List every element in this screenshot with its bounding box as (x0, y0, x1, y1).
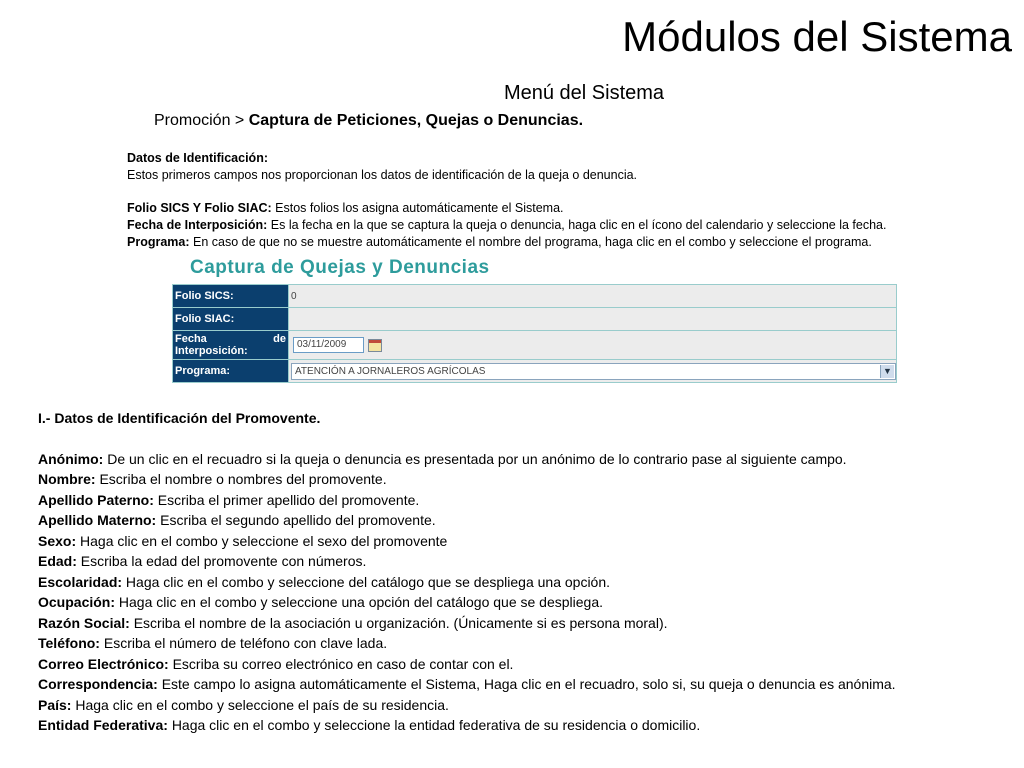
promovente-item (38, 613, 896, 634)
folio-sics-label: Folio SICS: (173, 285, 289, 308)
promovente-heading: I.- Datos de Identificación del Promovente. (38, 410, 321, 426)
chevron-down-icon[interactable]: ▼ (880, 365, 894, 378)
breadcrumb-current: Captura de Peticiones, Quejas o Denuncias. (248, 112, 584, 129)
field-help-text: En caso de que no se muestre automáticamente el nombre del programa, haga clic en el combo y seleccione el programa. (193, 235, 872, 249)
promovente-item (38, 469, 896, 490)
identification-section (127, 150, 637, 184)
field-help-item (127, 234, 886, 251)
promovente-item (38, 531, 896, 552)
promovente-item (38, 674, 896, 695)
breadcrumb (154, 110, 583, 132)
promovente-text: Haga clic en el combo y seleccione el país de su residencia. (75, 696, 449, 713)
promovente-label: Ocupación: (38, 594, 116, 610)
field-help-text: Es la fecha en la que se captura la queja o denuncia, haga clic en el ícono del calendario y seleccione la fecha. (270, 218, 887, 232)
promovente-text: Haga clic en el combo y seleccione del catálogo que se despliega una opción. (125, 573, 611, 590)
promovente-text: Haga clic en el combo y seleccione la entidad federativa de su residencia o domicilio. (171, 717, 701, 733)
promovente-text: Escriba el primer apellido del promovente. (157, 491, 420, 508)
promovente-text: Escriba el nombre o nombres del promovente. (99, 471, 387, 487)
page-subtitle: Menú del Sistema (503, 82, 665, 104)
folio-sics-value: 0 (291, 291, 297, 302)
promovente-text: Escriba su correo electrónico en caso de contar con el. (172, 655, 514, 672)
field-help-item (127, 200, 886, 217)
promovente-item (38, 572, 896, 593)
promovente-item (38, 633, 896, 654)
promovente-label: Entidad Federativa: (38, 717, 168, 733)
programa-cell (289, 360, 897, 383)
promovente-label: Sexo: (38, 532, 77, 549)
field-help-list (127, 200, 886, 251)
promovente-label: Apellido Materno: (38, 512, 157, 528)
form-row-programa (173, 360, 897, 383)
promovente-item (38, 490, 896, 511)
identification-heading: Datos de Identificación: (127, 151, 268, 165)
fecha-label-word: Interposición: (175, 345, 248, 357)
fecha-label (173, 331, 289, 360)
field-help-label: Fecha de Interposición: (127, 218, 268, 232)
form-row-folio-siac (173, 308, 897, 331)
promovente-label: Edad: (38, 553, 77, 569)
field-help-label: Folio SICS Y Folio SIAC: (127, 201, 272, 215)
promovente-text: Escriba la edad del promovente con números. (80, 553, 367, 569)
promovente-label: País: (38, 696, 72, 713)
promovente-text: Haga clic en el combo y seleccione el sexo del promovente (80, 532, 448, 549)
fecha-label-word: de (273, 333, 286, 345)
promovente-label: Nombre: (38, 471, 96, 487)
promovente-label: Correspondencia: (38, 676, 158, 692)
promovente-text: De un clic en el recuadro si la queja o denuncia es presentada por un anónimo de lo contrario pase al siguiente campo. (107, 450, 847, 467)
promovente-item (38, 654, 896, 675)
promovente-item (38, 695, 896, 716)
form-title: Captura de Quejas y Denuncias (190, 257, 490, 278)
promovente-text: Escriba el nombre de la asociación u organización. (Únicamente si es persona moral). (133, 614, 668, 631)
programa-label: Programa: (173, 360, 289, 383)
form-row-fecha (173, 331, 897, 360)
promovente-label: Correo Electrónico: (38, 655, 169, 672)
promovente-item (38, 510, 896, 531)
breadcrumb-prefix: Promoción > (154, 112, 245, 129)
folio-sics-field[interactable] (289, 285, 897, 308)
folio-siac-label: Folio SIAC: (173, 308, 289, 331)
promovente-label: Apellido Paterno: (38, 491, 154, 508)
capture-form (172, 284, 897, 383)
promovente-text: Este campo lo asigna automáticamente el Sistema, Haga clic en el recuadro, solo si, su queja o denuncia es anónima. (161, 676, 896, 692)
fecha-label-word: Fecha (175, 333, 207, 345)
programa-select[interactable] (291, 363, 896, 380)
promovente-item (38, 715, 896, 736)
fecha-cell (289, 331, 897, 360)
promovente-label: Teléfono: (38, 635, 100, 651)
promovente-text: Escriba el número de teléfono con clave lada. (103, 635, 388, 651)
folio-siac-field[interactable] (289, 308, 897, 331)
promovente-label: Escolaridad: (38, 573, 123, 590)
field-help-text: Estos folios los asigna automáticamente el Sistema. (275, 201, 564, 215)
page-title: Módulos del Sistema (622, 13, 1012, 60)
calendar-icon[interactable] (368, 339, 382, 352)
promovente-item (38, 449, 896, 470)
identification-description: Estos primeros campos nos proporcionan los datos de identificación de la queja o denuncia. (127, 168, 638, 182)
form-row-folio-sics (173, 285, 897, 308)
programa-value: ATENCIÓN A JORNALEROS AGRÍCOLAS (295, 365, 486, 377)
fecha-input[interactable]: 03/11/2009 (293, 337, 364, 353)
promovente-text: Haga clic en el combo y seleccione una opción del catálogo que se despliega. (118, 594, 603, 610)
promovente-item (38, 551, 896, 572)
promovente-label: Anónimo: (38, 450, 104, 467)
field-help-item (127, 217, 886, 234)
promovente-text: Escriba el segundo apellido del promovente. (160, 512, 436, 528)
promovente-section (38, 408, 896, 736)
promovente-label: Razón Social: (38, 614, 130, 631)
promovente-item (38, 592, 896, 613)
field-help-label: Programa: (127, 235, 190, 249)
